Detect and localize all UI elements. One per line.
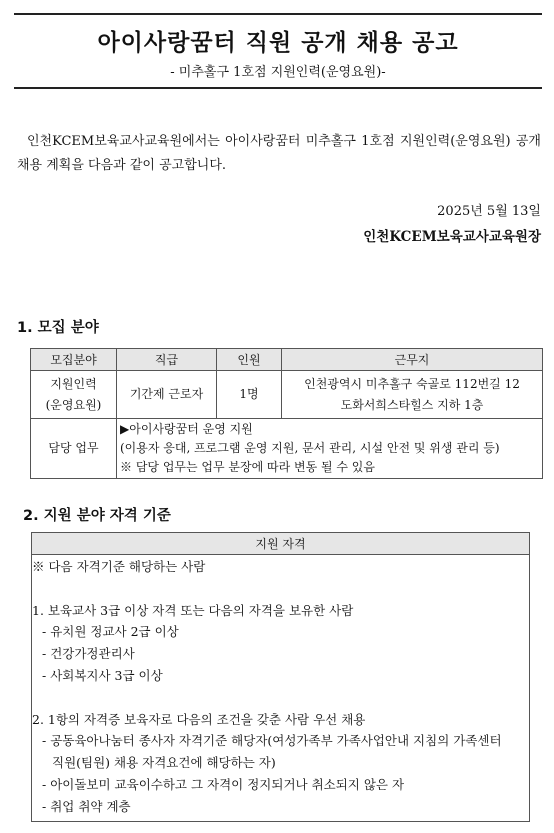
qualification-line: - 사회복지사 3급 이상	[42, 667, 163, 683]
page-title: 아이사랑꿈터 직원 공개 채용 공고	[97, 30, 459, 56]
header-location: 근무지	[282, 349, 543, 371]
section1-title: 1. 모집 분야	[17, 320, 99, 336]
title-box	[14, 13, 542, 89]
rank-cell: 기간제 근로자	[117, 371, 217, 419]
intro-paragraph: 인천KCEM보육교사교육원에서는 아이사랑꿈터 미추홀구 1호점 지원인력(운영요원) 공개 채용 계획을 다음과 같이 공고합니다.	[17, 134, 541, 173]
recruitment-table	[30, 348, 543, 479]
header-rank: 직급	[117, 349, 217, 371]
page-subtitle: - 미추홀구 1호점 지원인력(운영요원)-	[170, 65, 386, 80]
duty-line: (이용자 응대, 프로그램 운영 지원, 문서 관리, 시설 안전 및 위생 관리 등)	[120, 441, 500, 455]
duty-line: ※ 담당 업무는 업무 분장에 따라 변동 될 수 있음	[120, 460, 375, 474]
field-cell	[31, 371, 117, 419]
qualification-line	[32, 578, 527, 600]
qualification-line: 직원(팀원) 채용 자격요건에 해당하는 자)	[52, 755, 276, 771]
qualification-line: - 취업 취약 계층	[42, 798, 131, 814]
qualification-line	[32, 687, 527, 709]
location-line: 인천광역시 미추홀구 숙골로 112번길 12	[304, 376, 520, 391]
qualification-line: - 유치원 정교사 2급 이상	[42, 624, 179, 640]
section2-title: 2. 지원 분야 자격 기준	[23, 508, 171, 524]
table-row	[32, 555, 530, 822]
field-line: (운영요원)	[45, 397, 102, 412]
qualification-table	[31, 532, 530, 822]
duty-cell	[117, 419, 543, 479]
count-cell: 1명	[217, 371, 282, 419]
duty-line: ▶아이사랑꿈터 운영 지원	[120, 422, 253, 436]
table-row	[31, 419, 543, 479]
header-field: 모집분야	[31, 349, 117, 371]
location-line: 도화서희스타힐스 지하 1층	[340, 397, 484, 412]
qualification-line: - 건강가정관리사	[42, 646, 135, 662]
location-cell	[282, 371, 543, 419]
header-qualification: 지원 자격	[32, 533, 530, 555]
announcement-date: 2025년 5월 13일	[437, 204, 541, 219]
header-count: 인원	[217, 349, 282, 371]
field-line: 지원인력	[50, 376, 97, 391]
table-header-row	[31, 349, 543, 371]
qualification-line: - 공동육아나눔터 종사자 자격기준 해당자(여성가족부 가족사업안내 지침의 가족센터	[42, 733, 502, 749]
table-header-row	[32, 533, 530, 555]
qualification-line: 1. 보육교사 3급 이상 자격 또는 다음의 자격을 보유한 사람	[32, 602, 354, 618]
qualification-cell	[32, 555, 530, 822]
qualification-line: - 아이돌보미 교육이수하고 그 자격이 정지되거나 취소되지 않은 자	[42, 776, 405, 792]
duty-label-cell: 담당 업무	[31, 419, 117, 479]
issuer-name: 인천KCEM보육교사교육원장	[363, 229, 541, 245]
qualification-line: ※ 다음 자격기준 해당하는 사람	[32, 559, 206, 574]
table-row	[31, 371, 543, 419]
qualification-line: 2. 1항의 자격증 보육자로 다음의 조건을 갖춘 사람 우선 채용	[32, 711, 366, 727]
